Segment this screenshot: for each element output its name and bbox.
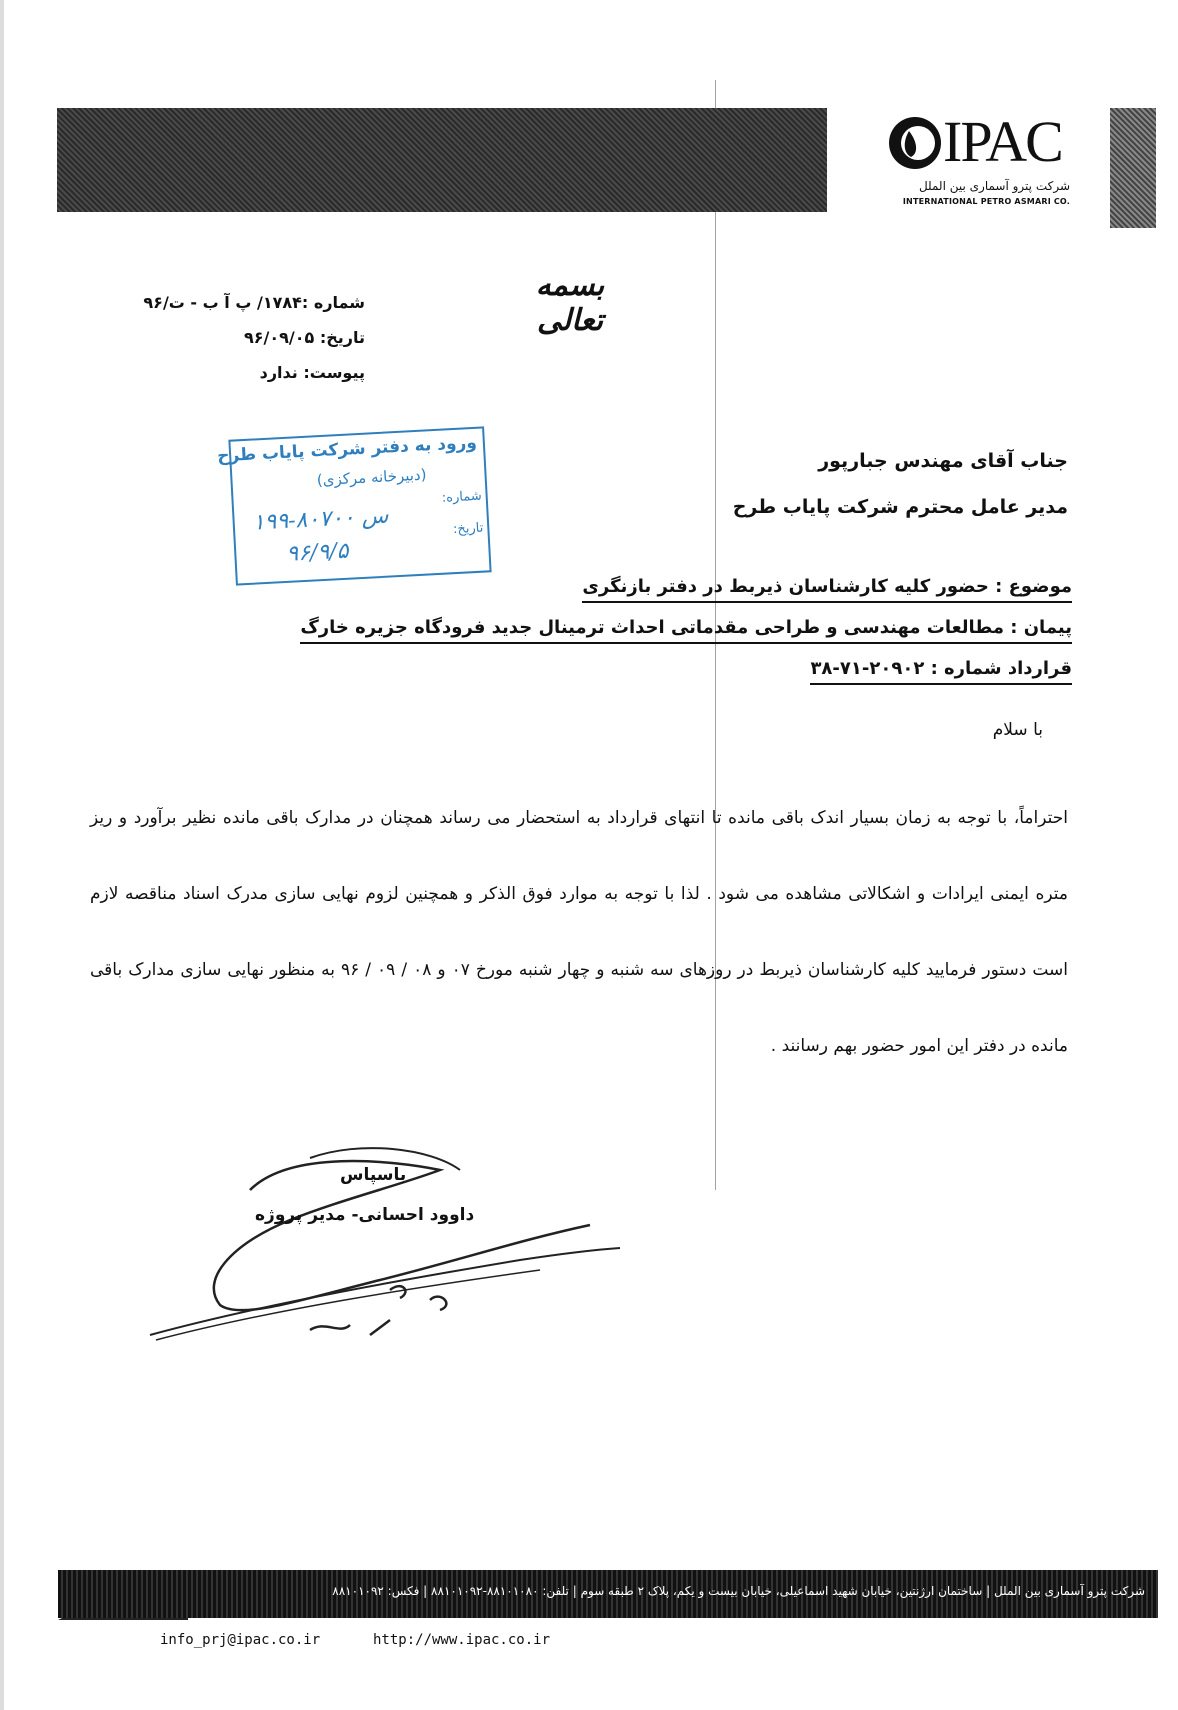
footer-email: info_prj@ipac.co.ir [160,1632,321,1648]
contract-number-line: قرارداد شماره : ۲۰۹۰۲-۷۱-۳۸ [810,658,1072,685]
header-band [57,108,827,212]
addressee-name: جناب آقای مهندس جبارپور [818,450,1068,472]
stamp-number-label: شماره: [441,488,483,506]
footer-website: http://www.ipac.co.ir [373,1632,551,1648]
stamp-date-value: ۹۶/۹/۵ [285,538,350,567]
company-name-fa: شرکت پترو آسماری بین الملل [918,179,1070,193]
stamp-title: ورود به دفتر شرکت پایاب طرح [216,432,478,467]
addressee-title: مدیر عامل محترم شرکت پایاب طرح [732,496,1068,518]
company-name-en: INTERNATIONAL PETRO ASMARI CO. [902,197,1070,206]
stamp-number-value: ۱۹۹-۸۰۷۰۰ س [252,503,390,536]
greeting: با سلام [992,720,1043,740]
subject-line: موضوع : حضور کلیه کارشناسان ذیربط در دفتر بازنگری [582,576,1072,603]
stamp-subtitle: (دبیرخانه مرکزی) [316,465,427,490]
letter-number: شماره :۱۷۸۴/ پ آ ب - ت/۹۶ [143,293,365,312]
contract-scope-line: پیمان : مطالعات مهندسی و طراحی مقدماتی احداث ترمینال جدید فرودگاه جزیره خارگ [300,617,1072,644]
logo-wordmark: IPAC [943,109,1062,174]
signatory-name: داوود احسانی- مدیر پروژه [255,1205,475,1225]
company-logo [885,105,1070,215]
body-paragraph: احتراماً، با توجه به زمان بسیار اندک باقی مانده تا انتهای قرارداد به استحضار می رساند همچنان در مدارک باقی مانده نظیر برآورد و ریز متره ایمنی ایرادات و اشکالاتی مشاهده می شود . لذا با توجه به موارد فوق الذکر و همچنین لزوم نهایی سازی مدرک اسناد مناقصه لازم است دستور فرمایید کلیه کارشناسان ذیربط در روزهای سه شنبه و چهار شنبه مورخ ۰۷ و ۰۸ / ۰۹ / ۹۶ به منظور نهایی سازی مدارک باقی مانده در دفتر این امور حضور بهم رسانند . [90,808,1068,1056]
footer-address: شرکت پترو آسماری بین الملل | ساختمان ارژنتین، خیابان شهید اسماعیلی، خیابان بیست و یکم، پلاک ۲ طبقه سوم | تلفن: ۸۸۱۰۱۰۸۰-۸۸۱۰۱۰۹۲ | فکس: ۸۸۱۰۱۰۹۲ [332,1584,1145,1598]
signature-closing: باسپاس [340,1165,407,1185]
drop-logo-icon [885,109,943,173]
header-band-edge [1110,108,1156,228]
receipt-stamp [216,426,491,585]
letter-attachment: پیوست: ندارد [259,363,365,382]
letter-meta [110,285,365,390]
letter-body [90,780,1068,1084]
basmala-heading: بسمه تعالی [535,268,605,338]
scan-edge [0,0,4,1710]
addressee [733,438,1068,530]
stamp-date-label: تاریخ: [452,520,484,538]
letter-date: تاریخ: ۹۶/۰۹/۰۵ [243,328,365,347]
